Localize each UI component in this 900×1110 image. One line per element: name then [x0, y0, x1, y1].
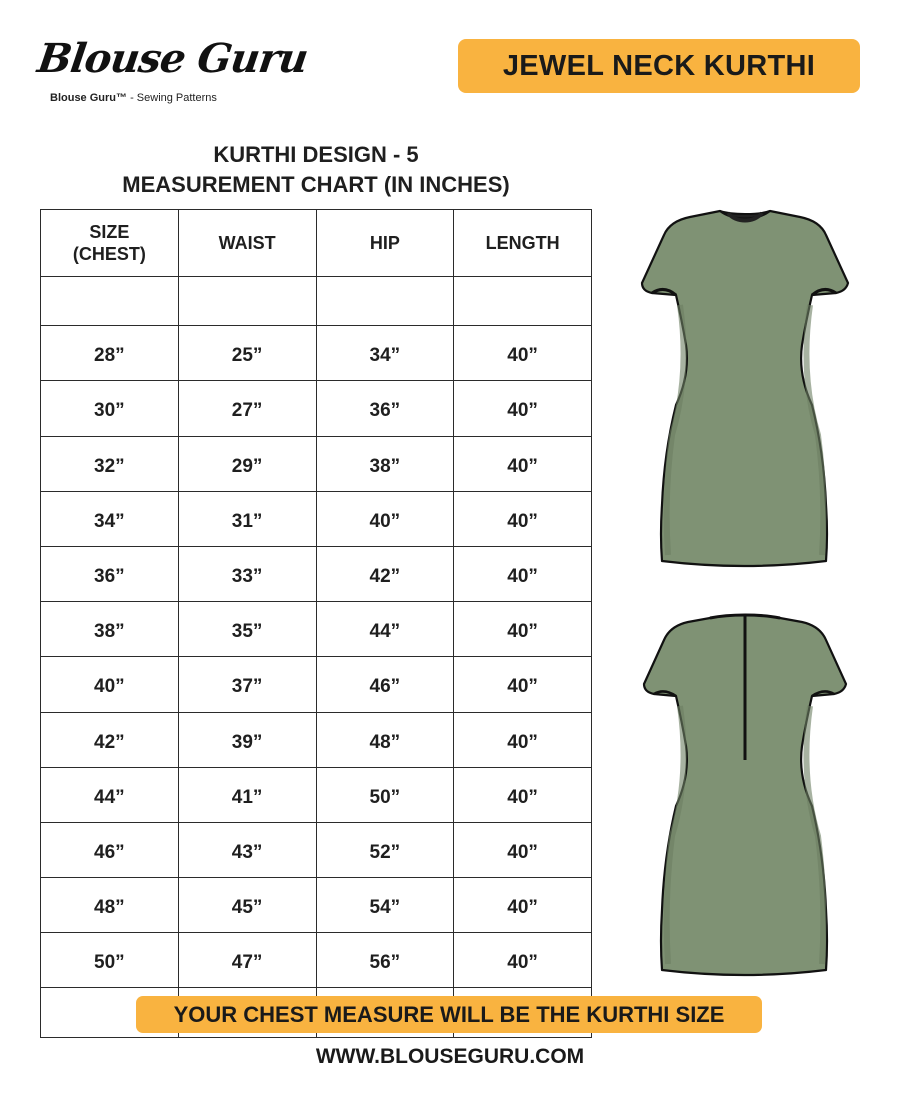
table-row [41, 822, 592, 877]
table-row [41, 381, 592, 436]
website-link[interactable]: WWW.BLOUSEGURU.COM [315, 1045, 585, 1068]
table-row [41, 326, 592, 381]
cell-hip: 38” [316, 436, 454, 491]
cell-size: 48” [41, 878, 179, 933]
table-row [41, 602, 592, 657]
table-row [41, 657, 592, 712]
logo-wordmark: Blouse Guru [34, 35, 311, 82]
brand-logo [34, 35, 311, 104]
cell-size: 44” [41, 767, 179, 822]
cell-waist: 37” [178, 657, 316, 712]
cell-hip: 34” [316, 326, 454, 381]
cell-hip: 56” [316, 933, 454, 988]
cell-waist: 45” [178, 878, 316, 933]
page-title-badge [458, 39, 860, 93]
cell-waist: 43” [178, 822, 316, 877]
header-size-label: SIZE (CHEST) [72, 222, 146, 264]
table-row [41, 491, 592, 546]
cell-waist: 35” [178, 602, 316, 657]
cell-length: 40” [454, 878, 592, 933]
cell-waist: 25” [178, 326, 316, 381]
cell-size: 42” [41, 712, 179, 767]
size-note: YOUR CHEST MEASURE WILL BE THE KURTHI SIZE [173, 1001, 725, 1027]
cell-size: 36” [41, 546, 179, 601]
cell-length: 40” [454, 436, 592, 491]
cell-hip: 52” [316, 822, 454, 877]
cell-hip: 50” [316, 767, 454, 822]
cell-length: 40” [454, 822, 592, 877]
dress-front-icon [640, 205, 850, 570]
dress-back-icon [640, 610, 850, 978]
cell-length: 40” [454, 657, 592, 712]
chart-heading-line1: KURTHI DESIGN - 5 [213, 142, 419, 167]
cell-waist: 39” [178, 712, 316, 767]
header-waist: WAIST [178, 210, 316, 277]
size-note-badge [136, 996, 762, 1033]
cell-size: 32” [41, 436, 179, 491]
cell-waist: 31” [178, 491, 316, 546]
logo-trademark: Blouse Guru™ [50, 92, 128, 104]
cell-size: 38” [41, 602, 179, 657]
header-size [41, 210, 179, 277]
cell-size: 46” [41, 822, 179, 877]
cell-waist: 29” [178, 436, 316, 491]
cell-length: 40” [454, 546, 592, 601]
cell-length: 40” [454, 712, 592, 767]
table-row [41, 767, 592, 822]
table-row [41, 712, 592, 767]
measurement-table [40, 209, 592, 1038]
cell-length: 40” [454, 491, 592, 546]
cell-hip: 42” [316, 546, 454, 601]
cell-length: 40” [454, 933, 592, 988]
table-header-row [41, 210, 592, 277]
header-hip: HIP [316, 210, 454, 277]
cell-size: 40” [41, 657, 179, 712]
cell-waist: 41” [178, 767, 316, 822]
cell-length: 40” [454, 326, 592, 381]
cell-size: 28” [41, 326, 179, 381]
cell-hip: 36” [316, 381, 454, 436]
cell-size: 30” [41, 381, 179, 436]
page-title: JEWEL NECK KURTHI [502, 49, 816, 82]
cell-length: 40” [454, 767, 592, 822]
cell-hip: 46” [316, 657, 454, 712]
cell-size: 34” [41, 491, 179, 546]
cell-size: 50” [41, 933, 179, 988]
table-row [41, 933, 592, 988]
cell-length: 40” [454, 381, 592, 436]
table-row [41, 436, 592, 491]
cell-waist: 47” [178, 933, 316, 988]
table-row [41, 546, 592, 601]
logo-tagline-text: - Sewing Patterns [127, 92, 217, 104]
cell-length: 40” [454, 602, 592, 657]
cell-hip: 54” [316, 878, 454, 933]
cell-waist: 33” [178, 546, 316, 601]
table-row-empty-top [41, 277, 592, 326]
chart-heading-line2: MEASUREMENT CHART (IN INCHES) [122, 172, 510, 197]
cell-hip: 40” [316, 491, 454, 546]
logo-tagline [50, 92, 258, 104]
cell-waist: 27” [178, 381, 316, 436]
header-length: LENGTH [454, 210, 592, 277]
table-row [41, 878, 592, 933]
cell-hip: 48” [316, 712, 454, 767]
cell-hip: 44” [316, 602, 454, 657]
